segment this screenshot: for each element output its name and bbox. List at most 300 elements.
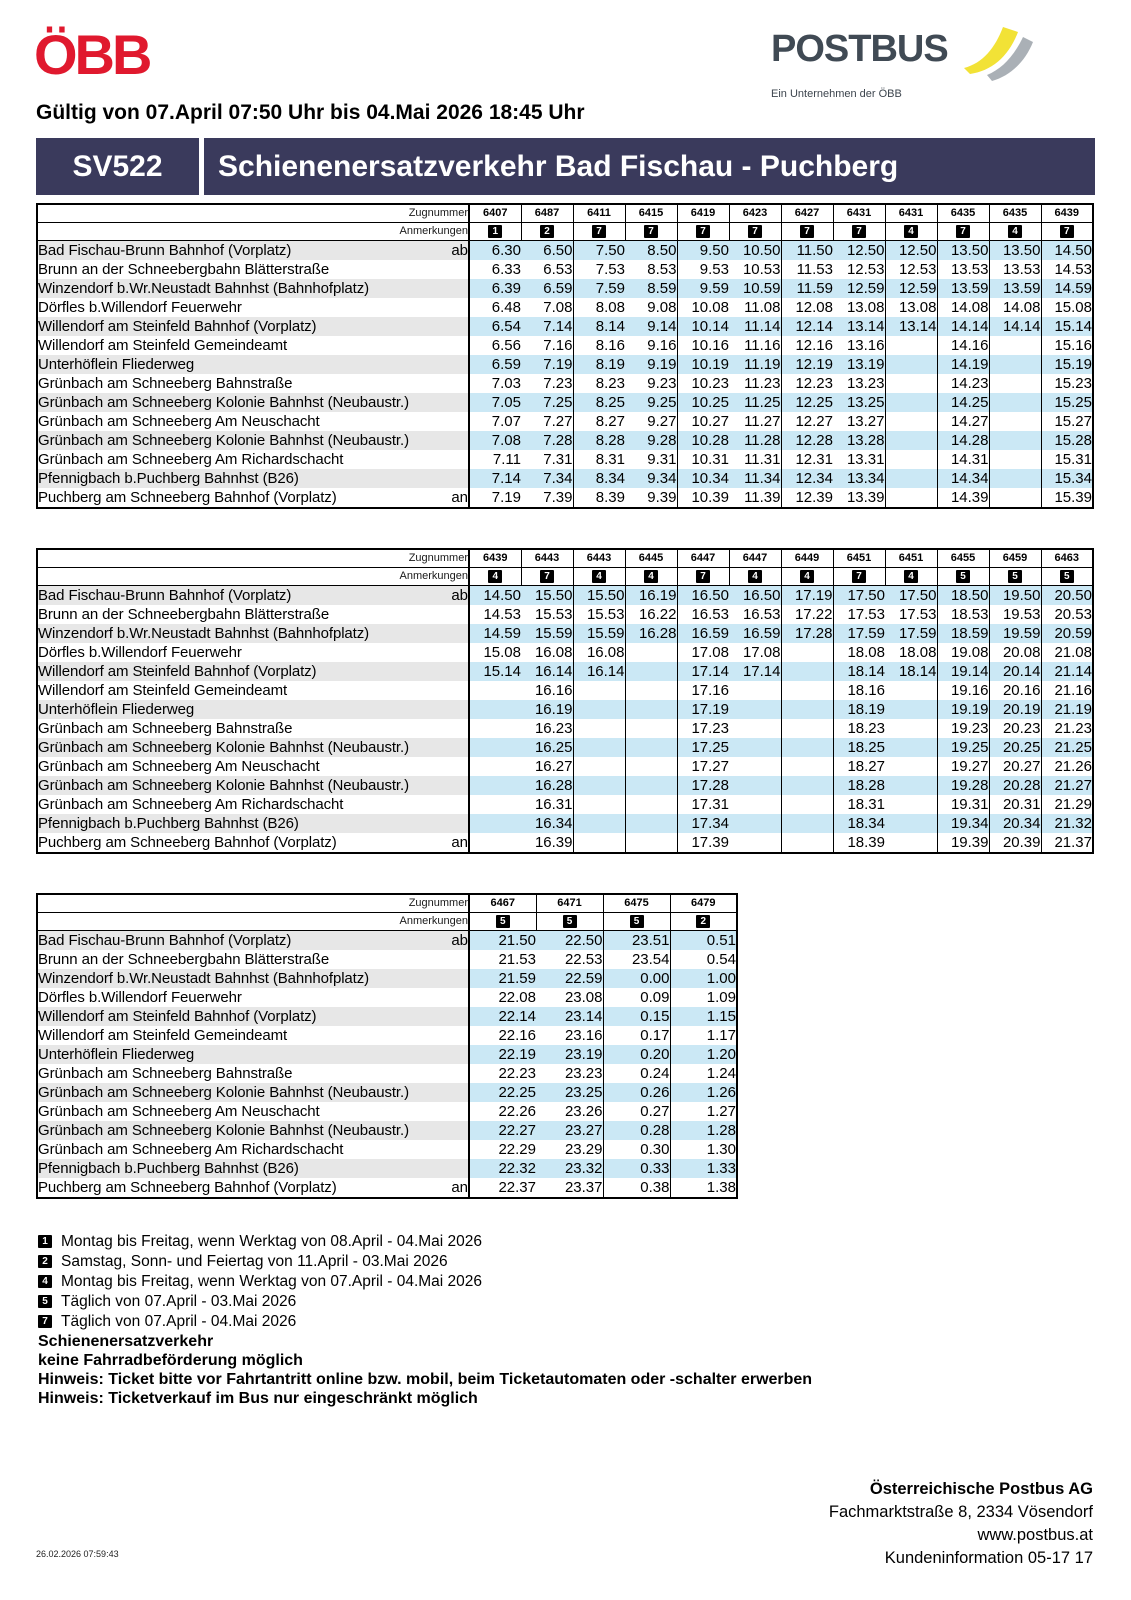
time-cell: 23.29 xyxy=(564,1141,603,1158)
station-cell: Willendorf am Steinfeld Bahnhof (Vorplatz) xyxy=(37,317,437,336)
time-cell: 16.53 xyxy=(742,606,781,623)
time-cell: 6.53 xyxy=(543,261,573,278)
time-cell: 6.59 xyxy=(521,279,573,298)
station-cell: Dörfles b.Willendorf Feuerwehr xyxy=(38,989,242,1006)
time-cell: 1.24 xyxy=(670,1064,737,1083)
footnote-badge: 7 xyxy=(956,225,970,238)
time-cell: 17.31 xyxy=(677,795,729,814)
time-cell: 20.50 xyxy=(1041,586,1093,606)
postbus-swoosh-icon xyxy=(952,26,1036,84)
time-cell: 14.31 xyxy=(937,450,989,469)
train-number-cell: 6451 xyxy=(885,549,937,568)
time-cell: 10.16 xyxy=(677,336,729,355)
train-number-cell: 6443 xyxy=(573,549,625,568)
train-number-cell: 6471 xyxy=(536,894,603,913)
time-cell: 17.08 xyxy=(742,644,781,661)
footnote-badge: 1 xyxy=(38,1235,52,1248)
time-cell: 14.34 xyxy=(937,469,989,488)
time-cell xyxy=(469,738,521,757)
time-cell xyxy=(729,795,781,814)
time-cell: 9.59 xyxy=(677,279,729,298)
footnote-badge: 4 xyxy=(488,570,502,583)
time-cell xyxy=(573,681,625,700)
ab-an-cell: an xyxy=(451,834,468,851)
ab-an-cell xyxy=(437,624,469,643)
time-cell: 18.53 xyxy=(937,605,989,624)
time-cell: 10.23 xyxy=(677,374,729,393)
time-cell: 19.25 xyxy=(937,738,989,757)
footnote-badge: 4 xyxy=(644,570,658,583)
time-cell: 7.03 xyxy=(469,374,521,393)
time-cell: 17.19 xyxy=(677,700,729,719)
station-cell: Grünbach am Schneeberg Kolonie Bahnhst (Neubaustr.) xyxy=(37,776,437,795)
train-number-cell: 6435 xyxy=(937,204,989,223)
time-cell: 9.50 xyxy=(677,241,729,261)
time-cell: 10.34 xyxy=(677,469,729,488)
time-cell: 17.53 xyxy=(898,606,937,623)
time-cell: 12.53 xyxy=(846,261,885,278)
time-cell: 18.31 xyxy=(833,795,885,814)
footnote-badge: 7 xyxy=(748,225,762,238)
time-cell: 16.28 xyxy=(521,776,573,795)
time-cell: 18.14 xyxy=(833,662,885,681)
time-cell: 9.16 xyxy=(647,337,677,354)
station-cell: Willendorf am Steinfeld Gemeindeamt xyxy=(38,682,288,699)
time-cell xyxy=(989,450,1041,469)
footnote-badge: 4 xyxy=(904,570,918,583)
time-cell: 20.25 xyxy=(989,738,1041,757)
time-cell: 15.25 xyxy=(1041,393,1093,412)
time-cell: 14.16 xyxy=(937,336,989,355)
train-number-cell: 6439 xyxy=(469,549,521,568)
time-cell: 14.50 xyxy=(469,586,521,606)
time-cell: 15.53 xyxy=(534,606,573,623)
time-cell: 6.33 xyxy=(469,260,521,279)
time-cell: 14.50 xyxy=(1041,241,1093,261)
time-cell: 22.14 xyxy=(469,1007,536,1026)
station-cell: Grünbach am Schneeberg Am Neuschacht xyxy=(38,1103,320,1120)
station-cell: Grünbach am Schneeberg Kolonie Bahnhst (Neubaustr.) xyxy=(37,1121,437,1140)
time-cell: 11.25 xyxy=(729,393,781,412)
time-cell xyxy=(625,662,677,681)
footer-block xyxy=(829,1478,1093,1570)
time-cell: 21.32 xyxy=(1041,814,1093,833)
station-cell: Grünbach am Schneeberg Bahnstraße xyxy=(38,720,293,737)
time-cell: 16.59 xyxy=(677,624,729,643)
time-cell: 16.27 xyxy=(534,758,573,775)
time-cell: 21.14 xyxy=(1041,662,1093,681)
ab-an-cell xyxy=(437,1140,469,1159)
time-cell: 18.14 xyxy=(885,662,937,681)
time-cell: 1.15 xyxy=(670,1007,737,1026)
note-badge-cell xyxy=(833,223,885,241)
time-cell: 12.50 xyxy=(833,241,885,261)
time-cell: 12.39 xyxy=(781,488,833,508)
footnote-badge: 7 xyxy=(38,1315,52,1328)
time-cell xyxy=(625,795,677,814)
footnote-badge: 7 xyxy=(644,225,658,238)
time-cell: 21.29 xyxy=(1041,795,1093,814)
time-cell: 20.23 xyxy=(989,719,1041,738)
ab-an-cell xyxy=(437,1045,469,1064)
anmerkungen-label: Anmerkungen xyxy=(37,913,469,931)
time-cell: 15.28 xyxy=(1041,431,1093,450)
ab-an-cell xyxy=(437,260,469,279)
ab-an-cell xyxy=(437,431,469,450)
obb-logo: ÖBB xyxy=(34,23,150,86)
time-cell: 23.32 xyxy=(536,1159,603,1178)
time-cell: 0.54 xyxy=(670,950,737,969)
time-cell: 6.50 xyxy=(521,241,573,261)
time-cell: 16.50 xyxy=(677,586,729,606)
anmerkungen-label: Anmerkungen xyxy=(37,568,469,586)
time-cell: 12.59 xyxy=(885,279,937,298)
ab-an-cell xyxy=(437,336,469,355)
time-cell: 18.16 xyxy=(833,681,885,700)
time-cell: 19.19 xyxy=(937,700,989,719)
time-cell xyxy=(989,374,1041,393)
ab-an-cell xyxy=(437,700,469,719)
time-cell: 15.50 xyxy=(521,586,573,606)
time-cell: 7.25 xyxy=(521,393,573,412)
note-badge-cell xyxy=(729,223,781,241)
time-cell: 14.39 xyxy=(937,488,989,508)
time-cell xyxy=(469,700,521,719)
time-cell: 17.59 xyxy=(885,624,937,643)
ab-an-cell xyxy=(437,317,469,336)
time-cell: 16.14 xyxy=(521,662,573,681)
time-cell: 1.28 xyxy=(670,1121,737,1140)
time-cell: 8.50 xyxy=(625,241,677,261)
time-cell: 13.39 xyxy=(846,489,885,506)
note-badge-cell xyxy=(677,568,729,586)
footnote-badge: 5 xyxy=(1008,570,1022,583)
time-cell: 16.23 xyxy=(534,720,573,737)
time-cell: 10.14 xyxy=(677,317,729,336)
station-cell: Grünbach am Schneeberg Kolonie Bahnhst (Neubaustr.) xyxy=(37,738,437,757)
station-cell: Dörfles b.Willendorf Feuerwehr xyxy=(38,299,242,316)
time-cell: 17.16 xyxy=(677,681,729,700)
time-cell: 14.14 xyxy=(989,317,1041,336)
time-cell: 11.39 xyxy=(744,489,781,506)
time-cell: 20.19 xyxy=(989,700,1041,719)
time-cell xyxy=(885,393,937,412)
time-cell: 0.38 xyxy=(603,1178,670,1198)
time-cell: 1.38 xyxy=(670,1178,737,1198)
footer-info: Kundeninformation 05-17 17 xyxy=(884,1549,1093,1567)
time-cell: 8.59 xyxy=(625,279,677,298)
time-cell: 20.31 xyxy=(989,795,1041,814)
time-cell: 13.27 xyxy=(846,413,885,430)
station-cell: Grünbach am Schneeberg Am Neuschacht xyxy=(38,413,320,430)
train-number-cell: 6475 xyxy=(603,894,670,913)
time-cell xyxy=(885,795,937,814)
time-cell: 1.26 xyxy=(670,1083,737,1102)
line-title: Schienenersatzverkehr Bad Fischau - Puchberg xyxy=(204,138,1095,195)
time-cell: 15.31 xyxy=(1041,450,1093,469)
time-cell: 9.25 xyxy=(625,393,677,412)
time-cell xyxy=(781,643,833,662)
time-cell: 10.27 xyxy=(677,412,729,431)
station-cell: Grünbach am Schneeberg Am Richardschacht xyxy=(38,796,344,813)
station-cell: Puchberg am Schneeberg Bahnhof (Vorplatz) xyxy=(38,834,337,851)
time-cell xyxy=(989,393,1041,412)
train-number-cell: 6455 xyxy=(937,549,989,568)
time-cell: 19.59 xyxy=(989,624,1041,643)
time-cell xyxy=(625,700,677,719)
station-cell: Bad Fischau-Brunn Bahnhof (Vorplatz) xyxy=(37,931,437,951)
time-cell: 0.27 xyxy=(603,1102,670,1121)
time-cell: 18.23 xyxy=(833,719,885,738)
time-cell: 10.19 xyxy=(677,355,729,374)
line-title-bar xyxy=(36,138,1095,195)
time-cell: 13.16 xyxy=(846,337,885,354)
train-number-cell: 6447 xyxy=(677,549,729,568)
time-cell xyxy=(989,488,1041,508)
time-cell: 17.27 xyxy=(677,757,729,776)
time-cell xyxy=(781,681,833,700)
time-cell: 0.30 xyxy=(603,1140,670,1159)
time-cell: 7.23 xyxy=(543,375,573,392)
station-cell: Grünbach am Schneeberg Bahnstraße xyxy=(38,375,293,392)
train-number-cell: 6451 xyxy=(833,549,885,568)
time-cell: 18.08 xyxy=(833,643,885,662)
note-badge-cell xyxy=(677,223,729,241)
time-cell: 12.28 xyxy=(781,431,833,450)
time-cell: 15.23 xyxy=(1041,374,1093,393)
ab-an-cell xyxy=(437,662,469,681)
time-cell: 16.50 xyxy=(729,586,781,606)
time-cell: 12.25 xyxy=(781,393,833,412)
time-cell: 14.59 xyxy=(1041,279,1093,298)
time-cell: 21.26 xyxy=(1041,757,1093,776)
time-cell: 16.31 xyxy=(534,796,573,813)
time-cell: 6.30 xyxy=(469,241,521,261)
time-cell: 21.50 xyxy=(469,931,536,951)
time-cell: 21.59 xyxy=(469,969,536,988)
timetable-3 xyxy=(36,893,738,1199)
time-cell: 20.16 xyxy=(989,681,1041,700)
time-cell: 23.26 xyxy=(564,1103,603,1120)
time-cell xyxy=(729,833,781,853)
time-cell: 12.14 xyxy=(781,317,833,336)
time-cell: 0.24 xyxy=(603,1064,670,1083)
footnote-badge: 4 xyxy=(38,1275,52,1288)
time-cell: 20.59 xyxy=(1041,624,1093,643)
time-cell xyxy=(781,719,833,738)
time-cell xyxy=(625,643,677,662)
time-cell: 11.27 xyxy=(744,413,781,430)
time-cell: 13.31 xyxy=(846,451,885,468)
train-number-cell: 6487 xyxy=(521,204,573,223)
time-cell xyxy=(885,431,937,450)
time-cell: 17.50 xyxy=(833,586,885,606)
time-cell: 7.19 xyxy=(521,355,573,374)
time-cell: 12.16 xyxy=(781,336,833,355)
time-cell: 19.23 xyxy=(937,719,989,738)
time-cell: 14.53 xyxy=(1041,260,1093,279)
station-cell: Grünbach am Schneeberg Kolonie Bahnhst (Neubaustr.) xyxy=(37,393,437,412)
time-cell xyxy=(469,681,521,700)
time-cell xyxy=(625,814,677,833)
time-cell: 11.23 xyxy=(744,375,781,392)
train-number-cell: 6419 xyxy=(677,204,729,223)
time-cell: 19.08 xyxy=(937,643,989,662)
time-cell: 8.14 xyxy=(573,317,625,336)
time-cell: 15.39 xyxy=(1041,488,1093,508)
station-cell: Grünbach am Schneeberg Kolonie Bahnhst (Neubaustr.) xyxy=(37,431,437,450)
footnote-badge: 2 xyxy=(696,915,710,928)
time-cell: 1.33 xyxy=(670,1159,737,1178)
time-cell: 19.27 xyxy=(937,757,989,776)
time-cell: 8.27 xyxy=(573,412,625,431)
time-cell: 12.53 xyxy=(885,260,937,279)
note-badge-cell xyxy=(729,568,781,586)
time-cell: 12.34 xyxy=(781,469,833,488)
time-cell xyxy=(885,469,937,488)
time-cell xyxy=(625,776,677,795)
ab-an-cell xyxy=(437,719,469,738)
ab-an-cell xyxy=(437,988,469,1007)
ab-an-cell xyxy=(437,738,469,757)
time-cell: 20.27 xyxy=(989,757,1041,776)
time-cell: 0.17 xyxy=(603,1026,670,1045)
ab-an-cell xyxy=(437,469,469,488)
time-cell xyxy=(729,814,781,833)
station-cell: Willendorf am Steinfeld Gemeindeamt xyxy=(38,1027,288,1044)
time-cell xyxy=(729,776,781,795)
time-cell: 19.16 xyxy=(937,681,989,700)
ab-an-cell xyxy=(437,757,469,776)
time-cell: 20.34 xyxy=(989,814,1041,833)
time-cell xyxy=(573,700,625,719)
time-cell: 17.19 xyxy=(781,586,833,606)
time-cell: 0.00 xyxy=(603,969,670,988)
time-cell xyxy=(781,757,833,776)
time-cell xyxy=(781,662,833,681)
time-cell: 17.28 xyxy=(781,624,833,643)
ab-an-cell xyxy=(437,681,469,700)
footnote-badge: 7 xyxy=(852,225,866,238)
footnote-badge: 7 xyxy=(696,570,710,583)
train-number-cell: 6407 xyxy=(469,204,521,223)
time-cell: 14.27 xyxy=(937,412,989,431)
time-cell xyxy=(885,412,937,431)
time-cell xyxy=(885,833,937,853)
time-cell xyxy=(781,833,833,853)
time-cell: 13.53 xyxy=(937,260,989,279)
note-badge-cell xyxy=(1041,223,1093,241)
train-number-cell: 6415 xyxy=(625,204,677,223)
footnote-badge: 7 xyxy=(540,570,554,583)
time-cell: 9.19 xyxy=(625,355,677,374)
time-cell: 14.28 xyxy=(937,431,989,450)
time-cell: 23.23 xyxy=(564,1065,603,1082)
time-cell: 7.59 xyxy=(573,279,625,298)
time-cell xyxy=(625,738,677,757)
time-cell xyxy=(989,431,1041,450)
ab-an-cell xyxy=(437,776,469,795)
note-badge-cell xyxy=(521,568,573,586)
ab-an-cell xyxy=(437,969,469,988)
time-cell: 13.59 xyxy=(937,279,989,298)
station-cell: Puchberg am Schneeberg Bahnhof (Vorplatz) xyxy=(38,489,337,506)
time-cell: 23.14 xyxy=(536,1007,603,1026)
time-cell xyxy=(885,336,937,355)
ab-an-cell xyxy=(437,814,469,833)
time-cell: 8.19 xyxy=(573,355,625,374)
footer-website: www.postbus.at xyxy=(977,1526,1093,1544)
time-cell: 7.16 xyxy=(543,337,573,354)
time-cell xyxy=(573,719,625,738)
time-cell: 23.51 xyxy=(603,931,670,951)
footnote-badge: 7 xyxy=(592,225,606,238)
station-cell: Unterhöflein Fliederweg xyxy=(37,700,437,719)
time-cell: 13.53 xyxy=(989,260,1041,279)
footer-address: Fachmarktstraße 8, 2334 Vösendorf xyxy=(828,1503,1093,1521)
time-cell: 23.37 xyxy=(564,1179,603,1196)
note-badge-cell xyxy=(469,223,521,241)
print-timestamp: 26.02.2026 07:59:43 xyxy=(36,1549,119,1559)
time-cell: 18.19 xyxy=(833,700,885,719)
validity-text: Gültig von 07.April 07:50 Uhr bis 04.Mai 2026 18:45 Uhr xyxy=(36,101,585,124)
timetable xyxy=(36,548,1094,854)
time-cell xyxy=(469,795,521,814)
ab-an-cell xyxy=(437,605,469,624)
time-cell: 22.25 xyxy=(469,1083,536,1102)
ab-an-cell xyxy=(437,1159,469,1178)
timetable-2 xyxy=(36,548,1094,854)
time-cell xyxy=(469,776,521,795)
anmerkungen-label: Anmerkungen xyxy=(37,223,469,241)
time-cell: 6.59 xyxy=(469,355,521,374)
time-cell: 22.19 xyxy=(469,1045,536,1064)
time-cell: 21.16 xyxy=(1041,681,1093,700)
time-cell: 0.33 xyxy=(603,1159,670,1178)
time-cell xyxy=(729,738,781,757)
train-number-cell: 6439 xyxy=(1041,204,1093,223)
time-cell: 16.16 xyxy=(534,682,573,699)
time-cell xyxy=(469,719,521,738)
time-cell xyxy=(573,738,625,757)
note-badge-cell xyxy=(469,568,521,586)
time-cell: 18.34 xyxy=(833,814,885,833)
note-badge-cell xyxy=(937,568,989,586)
note-badge-cell xyxy=(833,568,885,586)
time-cell: 7.05 xyxy=(469,393,521,412)
time-cell: 16.34 xyxy=(521,814,573,833)
footnote-line: 4 Montag bis Freitag, wenn Werktag von 07.April - 04.Mai 2026 xyxy=(38,1272,1038,1292)
time-cell xyxy=(573,795,625,814)
time-cell: 23.16 xyxy=(564,1027,603,1044)
time-cell: 14.23 xyxy=(937,374,989,393)
station-cell: Willendorf am Steinfeld Bahnhof (Vorplatz) xyxy=(37,1007,437,1026)
time-cell: 6.48 xyxy=(469,298,521,317)
time-cell: 0.15 xyxy=(603,1007,670,1026)
time-cell: 10.28 xyxy=(677,431,729,450)
time-cell: 21.19 xyxy=(1041,700,1093,719)
time-cell: 11.59 xyxy=(781,279,833,298)
time-cell: 13.14 xyxy=(885,317,937,336)
timetable xyxy=(36,893,738,1199)
note-badge-cell xyxy=(603,913,670,931)
time-cell: 9.31 xyxy=(647,451,677,468)
time-cell: 12.19 xyxy=(781,355,833,374)
time-cell: 7.53 xyxy=(573,260,625,279)
time-cell xyxy=(885,814,937,833)
line-number: SV522 xyxy=(36,138,199,195)
station-cell: Pfennigbach b.Puchberg Bahnhst (B26) xyxy=(37,469,437,488)
